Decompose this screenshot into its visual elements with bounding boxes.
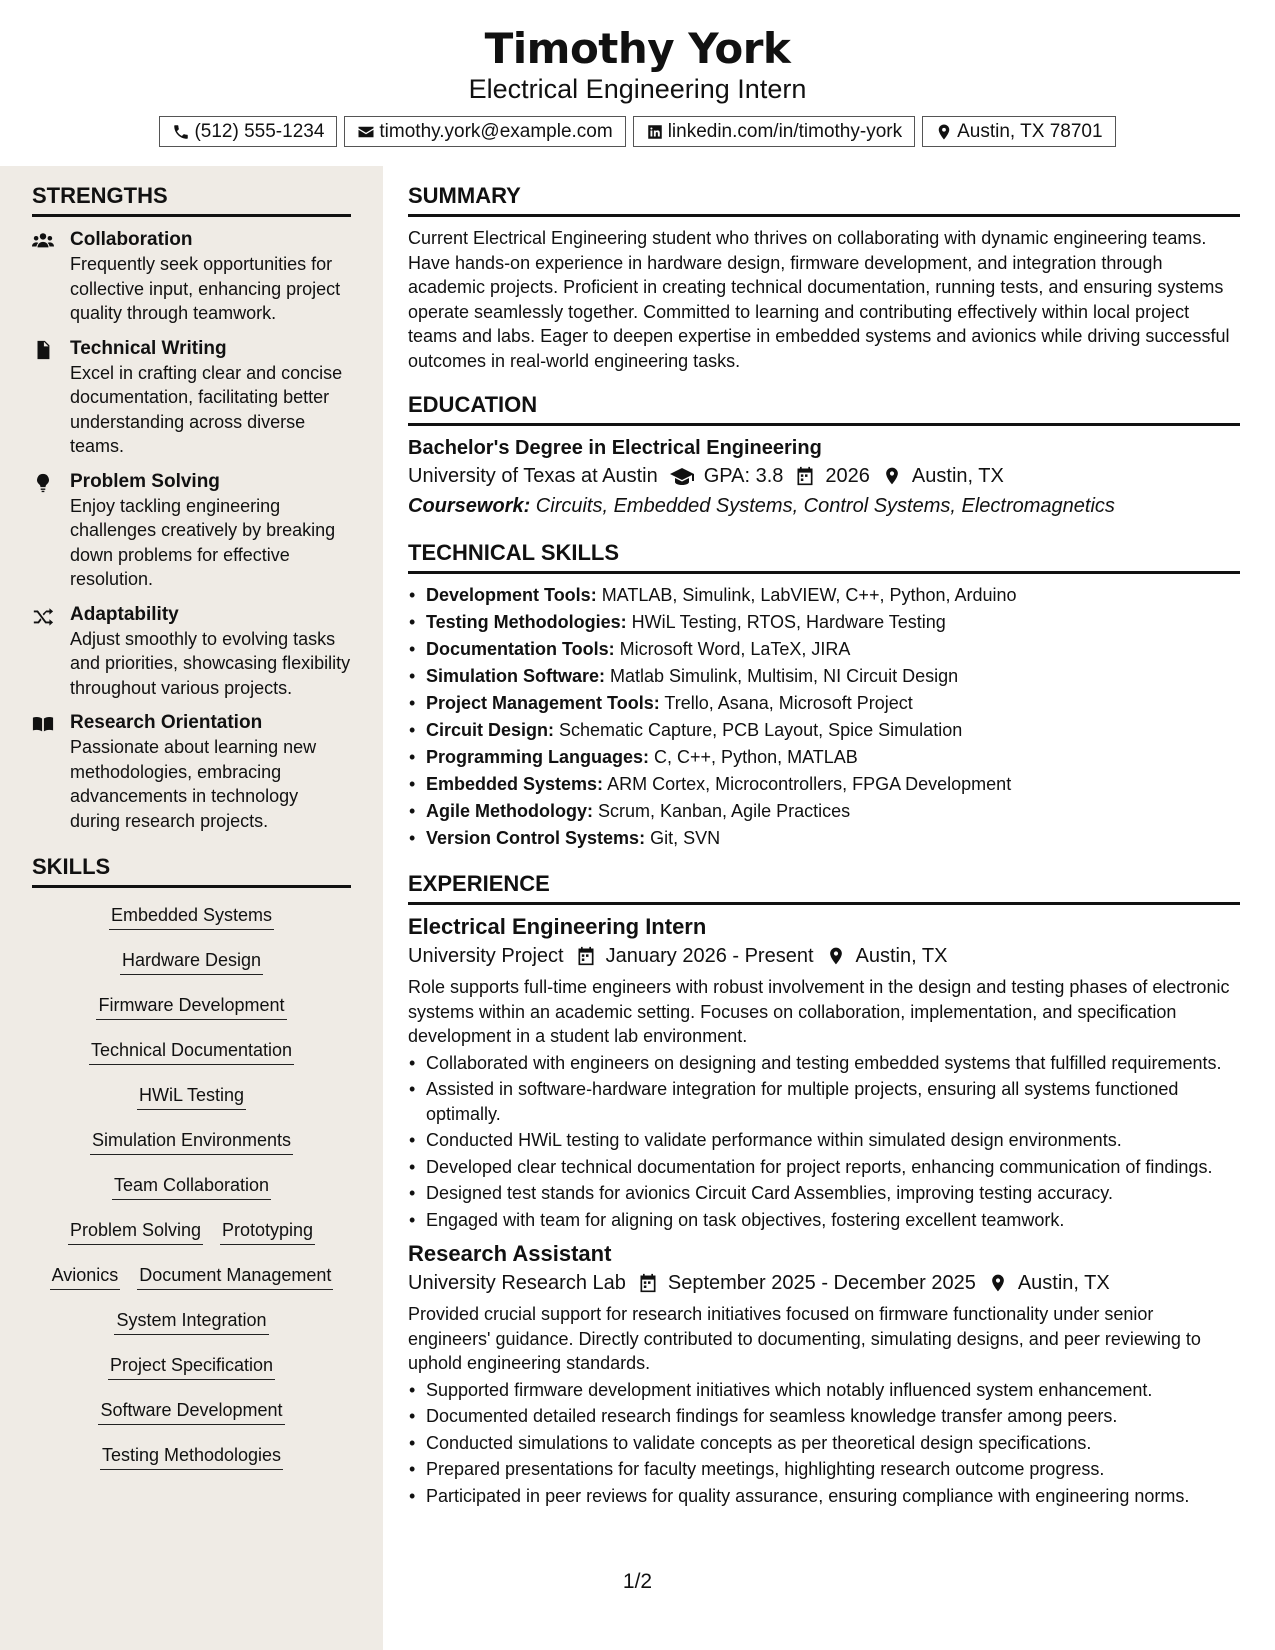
technical-skill-value: Schematic Capture, PCB Layout, Spice Simulation xyxy=(554,720,963,740)
strength-desc: Enjoy tackling engineering challenges creatively by breaking down problems for effective resolution. xyxy=(70,495,336,589)
technical-skill-label: Programming Languages: xyxy=(426,747,650,767)
technical-skill-item xyxy=(408,744,1240,771)
technical-skill-label: Development Tools: xyxy=(426,585,597,605)
skill-tag: HWiL Testing xyxy=(137,1082,246,1110)
experience-entry xyxy=(408,1240,1240,1508)
strength-item xyxy=(32,603,351,701)
contact-phone[interactable] xyxy=(159,116,337,147)
strength-item xyxy=(32,470,351,592)
coursework-list: Circuits, Embedded Systems, Control Systems, Electromagnetics xyxy=(530,495,1115,517)
experience-entry xyxy=(408,913,1240,1232)
education-coursework xyxy=(408,491,1240,521)
technical-skill-item xyxy=(408,825,1240,852)
technical-skill-label: Agile Methodology: xyxy=(426,801,593,821)
technical-skill-value: Trello, Asana, Microsoft Project xyxy=(659,693,913,713)
coursework-label: Coursework: xyxy=(408,495,531,517)
strength-desc: Excel in crafting clear and concise documentation, facilitating better understanding across diverse teams. xyxy=(70,362,343,456)
strength-title: Adaptability xyxy=(70,603,179,625)
technical-skill-value: Matlab Simulink, Multisim, NI Circuit Design xyxy=(605,666,959,686)
map-pin-icon xyxy=(935,123,953,141)
skill-row xyxy=(32,902,351,947)
skill-tag: Embedded Systems xyxy=(109,902,274,930)
job-title: Electrical Engineering Intern xyxy=(408,914,707,939)
technical-skill-item xyxy=(408,582,1240,609)
skill-row xyxy=(32,1262,351,1307)
skill-row xyxy=(32,1352,351,1397)
skill-tag: Project Specification xyxy=(108,1352,275,1380)
page-number: 1/2 xyxy=(622,1570,653,1593)
summary-text: Current Electrical Engineering student who thrives on collaborating with dynamic engineering teams. Have hands-on experience in hardware design, firmware development, and integration through academic projects. Proficient in creating technical documentation, running tests, and ensuring systems operate seamlessly together. Committed to learning and contributing effectively within local project teams and labs. Eager to deepen expertise in embedded systems and avionics while driving successful outcomes in real-world engineering tasks. xyxy=(408,228,1230,371)
job-bullet: • Designed test stands for avionics Circuit Card Assemblies, improving testing accuracy. xyxy=(408,1181,1240,1206)
skill-tag: Problem Solving xyxy=(68,1217,203,1245)
job-meta xyxy=(408,1268,1240,1298)
job-meta xyxy=(408,941,1240,971)
job-organization: University Research Lab xyxy=(408,1272,626,1294)
technical-skills-heading: TECHNICAL SKILLS xyxy=(408,539,1240,574)
technical-skill-label: Circuit Design: xyxy=(426,720,555,740)
strengths-heading: STRENGTHS xyxy=(32,182,351,217)
job-description: Role supports full-time engineers with robust involvement in the design and testing phases of electronic systems within an academic setting. Focuses on collaboration, implementation, and specification development in a student lab environment. xyxy=(408,977,1230,1046)
education-degree: Bachelor's Degree in Electrical Engineering xyxy=(408,437,822,459)
technical-skill-label: Embedded Systems: xyxy=(426,774,604,794)
strength-title: Collaboration xyxy=(70,229,193,250)
skill-tag: Document Management xyxy=(137,1262,333,1290)
contact-location[interactable] xyxy=(922,116,1115,147)
job-bullets xyxy=(408,1378,1240,1509)
job-bullets xyxy=(408,1051,1240,1233)
envelope-icon xyxy=(357,123,375,141)
job-dates: January 2026 - Present xyxy=(605,945,814,967)
technical-skill-value: C, C++, Python, MATLAB xyxy=(649,747,858,767)
strength-title: Research Orientation xyxy=(70,712,263,733)
job-bullet: • Conducted simulations to validate concepts as per theoretical design specifications. xyxy=(408,1431,1240,1456)
book-icon xyxy=(32,714,54,734)
map-pin-icon xyxy=(988,1273,1008,1293)
skill-tag: Hardware Design xyxy=(120,947,263,975)
technical-skill-label: Simulation Software: xyxy=(426,666,606,686)
job-dates: September 2025 - December 2025 xyxy=(667,1272,976,1294)
strength-title: Problem Solving xyxy=(70,470,220,492)
map-pin-icon xyxy=(882,466,902,486)
technical-skill-value: ARM Cortex, Microcontrollers, FPGA Development xyxy=(603,774,1012,794)
sidebar xyxy=(32,182,351,1487)
job-bullet: • Developed clear technical documentation for project reports, enhancing communication of findings. xyxy=(408,1155,1240,1180)
strength-desc: Passionate about learning new methodologies, embracing advancements in technology during research projects. xyxy=(70,737,317,831)
skill-tag: Software Development xyxy=(98,1397,284,1425)
lightbulb-icon xyxy=(32,473,54,493)
skill-tag: Firmware Development xyxy=(96,992,286,1020)
education-school: University of Texas at Austin xyxy=(408,465,658,487)
skill-row xyxy=(32,1037,351,1082)
document-icon xyxy=(32,340,54,360)
skill-row xyxy=(32,1172,351,1217)
resume-header xyxy=(0,0,1275,147)
shuffle-icon xyxy=(32,606,54,626)
technical-skills-list xyxy=(408,582,1240,852)
skill-tag: Team Collaboration xyxy=(112,1172,271,1200)
skill-tag: Technical Documentation xyxy=(89,1037,294,1065)
phone-icon xyxy=(172,123,190,141)
calendar-icon xyxy=(638,1273,658,1293)
education-meta xyxy=(408,461,1240,491)
skill-row xyxy=(32,1127,351,1172)
skill-tag: Simulation Environments xyxy=(90,1127,293,1155)
technical-skill-item xyxy=(408,636,1240,663)
strength-item xyxy=(32,228,351,326)
skill-tag: Testing Methodologies xyxy=(100,1442,283,1470)
job-bullet: • Assisted in software-hardware integration for multiple projects, ensuring all systems functioned optimally. xyxy=(408,1077,1240,1126)
technical-skill-value: HWiL Testing, RTOS, Hardware Testing xyxy=(626,612,946,632)
skill-row xyxy=(32,1442,351,1487)
education-year: 2026 xyxy=(825,465,870,487)
contact-location-text: Austin, TX 78701 xyxy=(957,121,1103,142)
contact-bar xyxy=(0,116,1275,147)
strength-item xyxy=(32,711,351,833)
contact-email[interactable] xyxy=(344,116,625,147)
technical-skill-item xyxy=(408,609,1240,636)
education-location: Austin, TX xyxy=(911,465,1004,487)
education-heading: EDUCATION xyxy=(408,391,1240,426)
technical-skill-item xyxy=(408,663,1240,690)
strength-desc: Adjust smoothly to evolving tasks and priorities, showcasing flexibility throughout various projects. xyxy=(70,628,351,698)
job-bullet: • Conducted HWiL testing to validate performance within simulated design environments. xyxy=(408,1128,1240,1153)
job-bullet: • Prepared presentations for faculty meetings, highlighting research outcome progress. xyxy=(408,1457,1240,1482)
skill-row xyxy=(32,1217,351,1262)
job-location: Austin, TX xyxy=(1017,1272,1110,1294)
skill-tag: System Integration xyxy=(114,1307,268,1335)
summary-heading: SUMMARY xyxy=(408,182,1240,217)
technical-skill-value: Git, SVN xyxy=(645,828,721,848)
technical-skill-label: Project Management Tools: xyxy=(426,693,660,713)
technical-skill-value: Scrum, Kanban, Agile Practices xyxy=(592,801,851,821)
job-description: Provided crucial support for research initiatives focused on firmware functionality under senior engineers' guidance. Directly contributed to documenting, simulating designs, and peer reviewing to uphold engineering standards. xyxy=(408,1304,1201,1373)
graduation-cap-icon xyxy=(670,466,694,486)
technical-skill-item xyxy=(408,771,1240,798)
job-bullet: • Participated in peer reviews for quality assurance, ensuring compliance with engineering norms. xyxy=(408,1484,1240,1509)
contact-linkedin-text: linkedin.com/in/timothy-york xyxy=(667,121,903,142)
skill-row xyxy=(32,1082,351,1127)
candidate-role: Electrical Engineering Intern xyxy=(468,74,807,104)
job-title: Research Assistant xyxy=(408,1241,612,1266)
technical-skill-item xyxy=(408,717,1240,744)
skills-heading: SKILLS xyxy=(32,853,351,888)
linkedin-icon xyxy=(646,123,664,141)
skill-tag: Avionics xyxy=(50,1262,121,1290)
skill-tag: Prototyping xyxy=(220,1217,315,1245)
experience-list xyxy=(408,913,1240,1508)
skill-row xyxy=(32,947,351,992)
job-bullet: • Collaborated with engineers on designing and testing embedded systems that fulfilled requirements. xyxy=(408,1051,1240,1076)
strength-desc: Frequently seek opportunities for collective input, enhancing project quality through teamwork. xyxy=(70,254,341,323)
contact-email-text: timothy.york@example.com xyxy=(379,121,613,142)
skill-row xyxy=(32,992,351,1037)
technical-skill-label: Documentation Tools: xyxy=(426,639,615,659)
education-gpa: GPA: 3.8 xyxy=(703,465,784,487)
map-pin-icon xyxy=(826,946,846,966)
experience-heading: EXPERIENCE xyxy=(408,870,1240,905)
job-bullet: • Documented detailed research findings for seamless knowledge transfer among peers. xyxy=(408,1404,1240,1429)
job-bullet: • Supported firmware development initiatives which notably influenced system enhancement. xyxy=(408,1378,1240,1403)
job-organization: University Project xyxy=(408,945,564,967)
job-location: Austin, TX xyxy=(855,945,948,967)
skills-list xyxy=(32,902,351,1487)
strength-title: Technical Writing xyxy=(70,337,227,359)
technical-skill-label: Testing Methodologies: xyxy=(426,612,627,632)
strength-item xyxy=(32,337,351,459)
users-icon xyxy=(32,231,54,251)
skill-row xyxy=(32,1307,351,1352)
technical-skill-value: MATLAB, Simulink, LabVIEW, C++, Python, Arduino xyxy=(596,585,1017,605)
calendar-icon xyxy=(795,466,815,486)
skill-row xyxy=(32,1397,351,1442)
technical-skill-item xyxy=(408,690,1240,717)
technical-skill-label: Version Control Systems: xyxy=(426,828,646,848)
technical-skill-value: Microsoft Word, LaTeX, JIRA xyxy=(614,639,851,659)
job-bullet: • Engaged with team for aligning on task objectives, fostering excellent teamwork. xyxy=(408,1208,1240,1233)
technical-skill-item xyxy=(408,798,1240,825)
candidate-name: Timothy York xyxy=(484,24,791,73)
contact-phone-text: (512) 555-1234 xyxy=(194,121,325,142)
main-column xyxy=(408,182,1240,1508)
calendar-icon xyxy=(576,946,596,966)
contact-linkedin[interactable] xyxy=(633,116,915,147)
